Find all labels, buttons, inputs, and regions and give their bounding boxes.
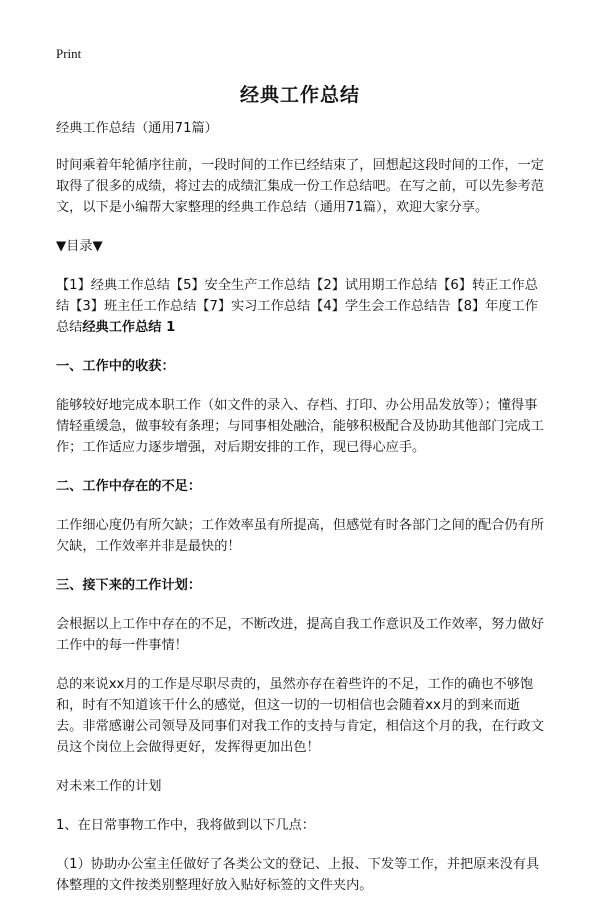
- plan-subitem-1: （1）协助办公室主任做好了各类公文的登记、上报、下发等工作，并把原来没有具体整理的文件按类别整理好放入贴好标签的文件夹内。: [56, 857, 540, 893]
- table-of-contents: [56, 275, 544, 338]
- document-subtitle: 经典工作总结（通用71篇）: [56, 121, 218, 136]
- print-link[interactable]: Print: [56, 46, 82, 61]
- section-heading-harvest: 一、工作中的收获：: [56, 359, 175, 374]
- article-heading: 经典工作总结 1: [82, 320, 176, 335]
- summary-paragraph: 总的来说xx月的工作是尽职尽责的，虽然亦存在着些许的不足，工作的确也不够饱和，时有不知道该干什么的感觉，但这一切的一切相信也会随着xx月的到来而逝去。非常感谢公司领导及同事们对我工作的支持与肯定，相信这个月的我，在行政文员这个岗位上会做得更好，发挥得更加出色！: [56, 677, 544, 755]
- section-body-harvest: 能够较好地完成本职工作（如文件的录入、存档、打印、办公用品发放等）；懂得事情轻重缓急，做事较有条理；与同事相处融洽，能够积极配合及协助其他部门完成工作；工作适应力逐步增强，对后期安排的工作，现已得心应手。: [56, 398, 544, 455]
- section-body-plan: 会根据以上工作中存在的不足，不断改进，提高自我工作意识及工作效率，努力做好工作中的每一件事情！: [56, 617, 544, 653]
- toc-label: ▼目录▼: [56, 239, 103, 254]
- toc-item-2[interactable]: 【2】试用期工作总结: [310, 278, 438, 293]
- section-heading-shortcomings: 二、工作中存在的不足：: [56, 479, 202, 494]
- plan-item-1: 1、在日常事物工作中，我将做到以下几点：: [56, 818, 315, 833]
- document-body: [56, 118, 544, 914]
- toc-item-1[interactable]: 【1】经典工作总结: [56, 278, 170, 293]
- intro-paragraph: 时间乘着年轮循序往前，一段时间的工作已经结束了，回想起这段时间的工作，一定取得了很多的成绩，将过去的成绩汇集成一份工作总结吧。在写之前，可以先参考范文，以下是小编帮大家整理的经典工作总结（通用71篇），欢迎大家分享。: [56, 158, 544, 215]
- toc-item-5[interactable]: 【5】安全生产工作总结: [169, 278, 311, 293]
- section-heading-plan: 三、接下来的工作计划：: [56, 578, 202, 593]
- toc-item-3[interactable]: 【3】班主任工作总结: [69, 299, 197, 314]
- section-body-shortcomings: 工作细心度仍有所欠缺；工作效率虽有所提高，但感觉有时各部门之间的配合仍有所欠缺，工作效率并非是最快的！: [56, 518, 544, 554]
- toc-item-6[interactable]: 【6】转正工作总结: [56, 278, 538, 314]
- toc-item-7[interactable]: 【7】实习工作总结: [196, 299, 311, 314]
- toc-item-8[interactable]: 【8】年度工作总结: [56, 299, 538, 335]
- future-plan-label: 对未来工作的计划: [56, 779, 162, 794]
- toc-item-4[interactable]: 【4】学生会工作总结告: [310, 299, 451, 314]
- page-title: 经典工作总结: [239, 84, 360, 106]
